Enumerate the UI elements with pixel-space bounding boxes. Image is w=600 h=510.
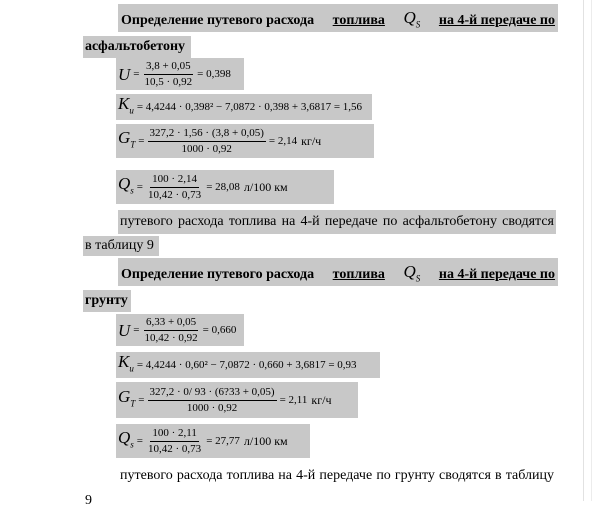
variable-subscript: T xyxy=(130,139,136,150)
formula-variable xyxy=(118,173,134,197)
equals-sign: = xyxy=(138,393,145,406)
formula-ku[interactable] xyxy=(118,93,363,118)
fraction xyxy=(143,316,200,345)
fraction-denominator: 1000 · 0,92 xyxy=(181,142,232,155)
formula-result: = 0,660 xyxy=(202,323,237,336)
fraction-denominator: 10,42 · 0,73 xyxy=(148,188,202,201)
heading-symbol xyxy=(404,263,421,287)
fraction-numerator: 100 · 2,11 xyxy=(150,427,199,442)
formula-variable: U xyxy=(118,64,131,84)
variable-subscript: s xyxy=(130,439,134,450)
heading-text: топлива xyxy=(332,13,385,29)
equals-sign: = xyxy=(136,180,144,193)
fraction xyxy=(143,60,195,89)
variable-letter: K xyxy=(118,93,130,113)
symbol-subscript: S xyxy=(415,19,421,30)
fraction xyxy=(146,427,203,456)
fraction-denominator: 10,42 · 0,73 xyxy=(148,442,202,455)
variable-subscript: u xyxy=(129,363,134,374)
fraction xyxy=(148,386,277,415)
formula-unit: кг/ч xyxy=(301,133,322,148)
formula-u[interactable] xyxy=(118,60,231,88)
section-heading[interactable] xyxy=(121,263,555,287)
heading-symbol xyxy=(404,9,421,33)
formula-result: = 28,08 xyxy=(206,180,240,193)
equals-sign: = xyxy=(138,134,145,147)
section-heading-line2[interactable]: грунту xyxy=(85,293,128,308)
fraction-numerator: 327,2 · 0/ 93 · (6?33 + 0,05) xyxy=(148,386,277,401)
heading-text: Определение путевого расхода xyxy=(121,13,315,29)
formula-result: = 2,11 xyxy=(279,393,308,406)
formula-variable xyxy=(118,427,134,451)
paragraph-line[interactable]: в таблицу 9 xyxy=(85,238,154,253)
formula-variable xyxy=(118,351,134,375)
section-heading-line2[interactable]: асфальтобетону xyxy=(85,39,186,54)
formula-ku[interactable] xyxy=(118,351,357,376)
symbol-subscript: S xyxy=(415,273,421,284)
fraction xyxy=(146,173,203,202)
formula-result: = 27,77 xyxy=(206,434,240,447)
formula-qs[interactable] xyxy=(118,172,288,202)
formula-result: = 2,14 xyxy=(268,134,298,147)
fraction-numerator: 327,2 · 1,56 · (3,8 + 0,05) xyxy=(148,127,266,142)
variable-letter: K xyxy=(118,351,130,371)
formula-unit: л/100 км xyxy=(243,179,288,194)
fraction-numerator: 100 · 2,14 xyxy=(150,173,199,188)
paragraph-line[interactable]: путевого расхода топлива на 4-й передаче по асфальтобетону сводятся xyxy=(120,214,554,229)
formula-u[interactable] xyxy=(118,316,236,344)
heading-text: на 4-й передаче по xyxy=(438,13,555,29)
variable-subscript: T xyxy=(130,398,136,409)
formula-unit: кг/ч xyxy=(311,392,332,407)
formula-variable: U xyxy=(118,320,131,340)
variable-letter: G xyxy=(118,127,131,147)
section-heading[interactable] xyxy=(121,9,555,33)
formula-result: = 0,398 xyxy=(197,67,231,80)
formula-unit: л/100 км xyxy=(243,433,288,448)
formula-expression: = 4,4244 · 0,398² − 7,0872 · 0,398 + 3,6817 = 1,56 xyxy=(136,100,363,113)
fraction-numerator: 6,33 + 0,05 xyxy=(144,316,198,331)
formula-gt[interactable] xyxy=(118,384,331,416)
heading-text: топлива xyxy=(332,267,385,283)
formula-variable xyxy=(118,93,134,117)
fraction-denominator: 1000 · 0,92 xyxy=(186,401,238,414)
paragraph-line[interactable]: путевого расхода топлива на 4-й передаче по грунту сводятся в таблицу xyxy=(120,468,554,483)
paragraph-line[interactable]: 9 xyxy=(85,493,92,508)
fraction-numerator: 3,8 + 0,05 xyxy=(144,60,193,75)
heading-text: на 4-й передаче по xyxy=(438,267,555,283)
equals-sign: = xyxy=(136,434,144,447)
formula-gt[interactable] xyxy=(118,126,321,156)
symbol-q: Q xyxy=(403,262,416,281)
formula-expression: = 4,4244 · 0,60² − 7,0872 · 0,660 + 3,6817 = 0,93 xyxy=(136,358,357,371)
variable-subscript: u xyxy=(129,105,134,116)
formula-variable xyxy=(118,386,136,410)
fraction-denominator: 10,42 · 0,92 xyxy=(144,331,198,344)
formula-qs[interactable] xyxy=(118,426,288,456)
page-right-edge xyxy=(583,0,584,501)
variable-letter: Q xyxy=(118,173,131,193)
variable-letter: Q xyxy=(118,427,131,447)
heading-text: Определение путевого расхода xyxy=(121,267,315,283)
equals-sign: = xyxy=(133,67,140,80)
scroll-edge xyxy=(591,0,592,501)
symbol-q: Q xyxy=(403,8,416,27)
variable-letter: G xyxy=(118,386,131,406)
fraction-denominator: 10,5 · 0,92 xyxy=(144,75,193,88)
variable-subscript: s xyxy=(130,185,134,196)
equals-sign: = xyxy=(133,323,140,336)
formula-variable xyxy=(118,127,136,151)
fraction xyxy=(148,127,266,156)
